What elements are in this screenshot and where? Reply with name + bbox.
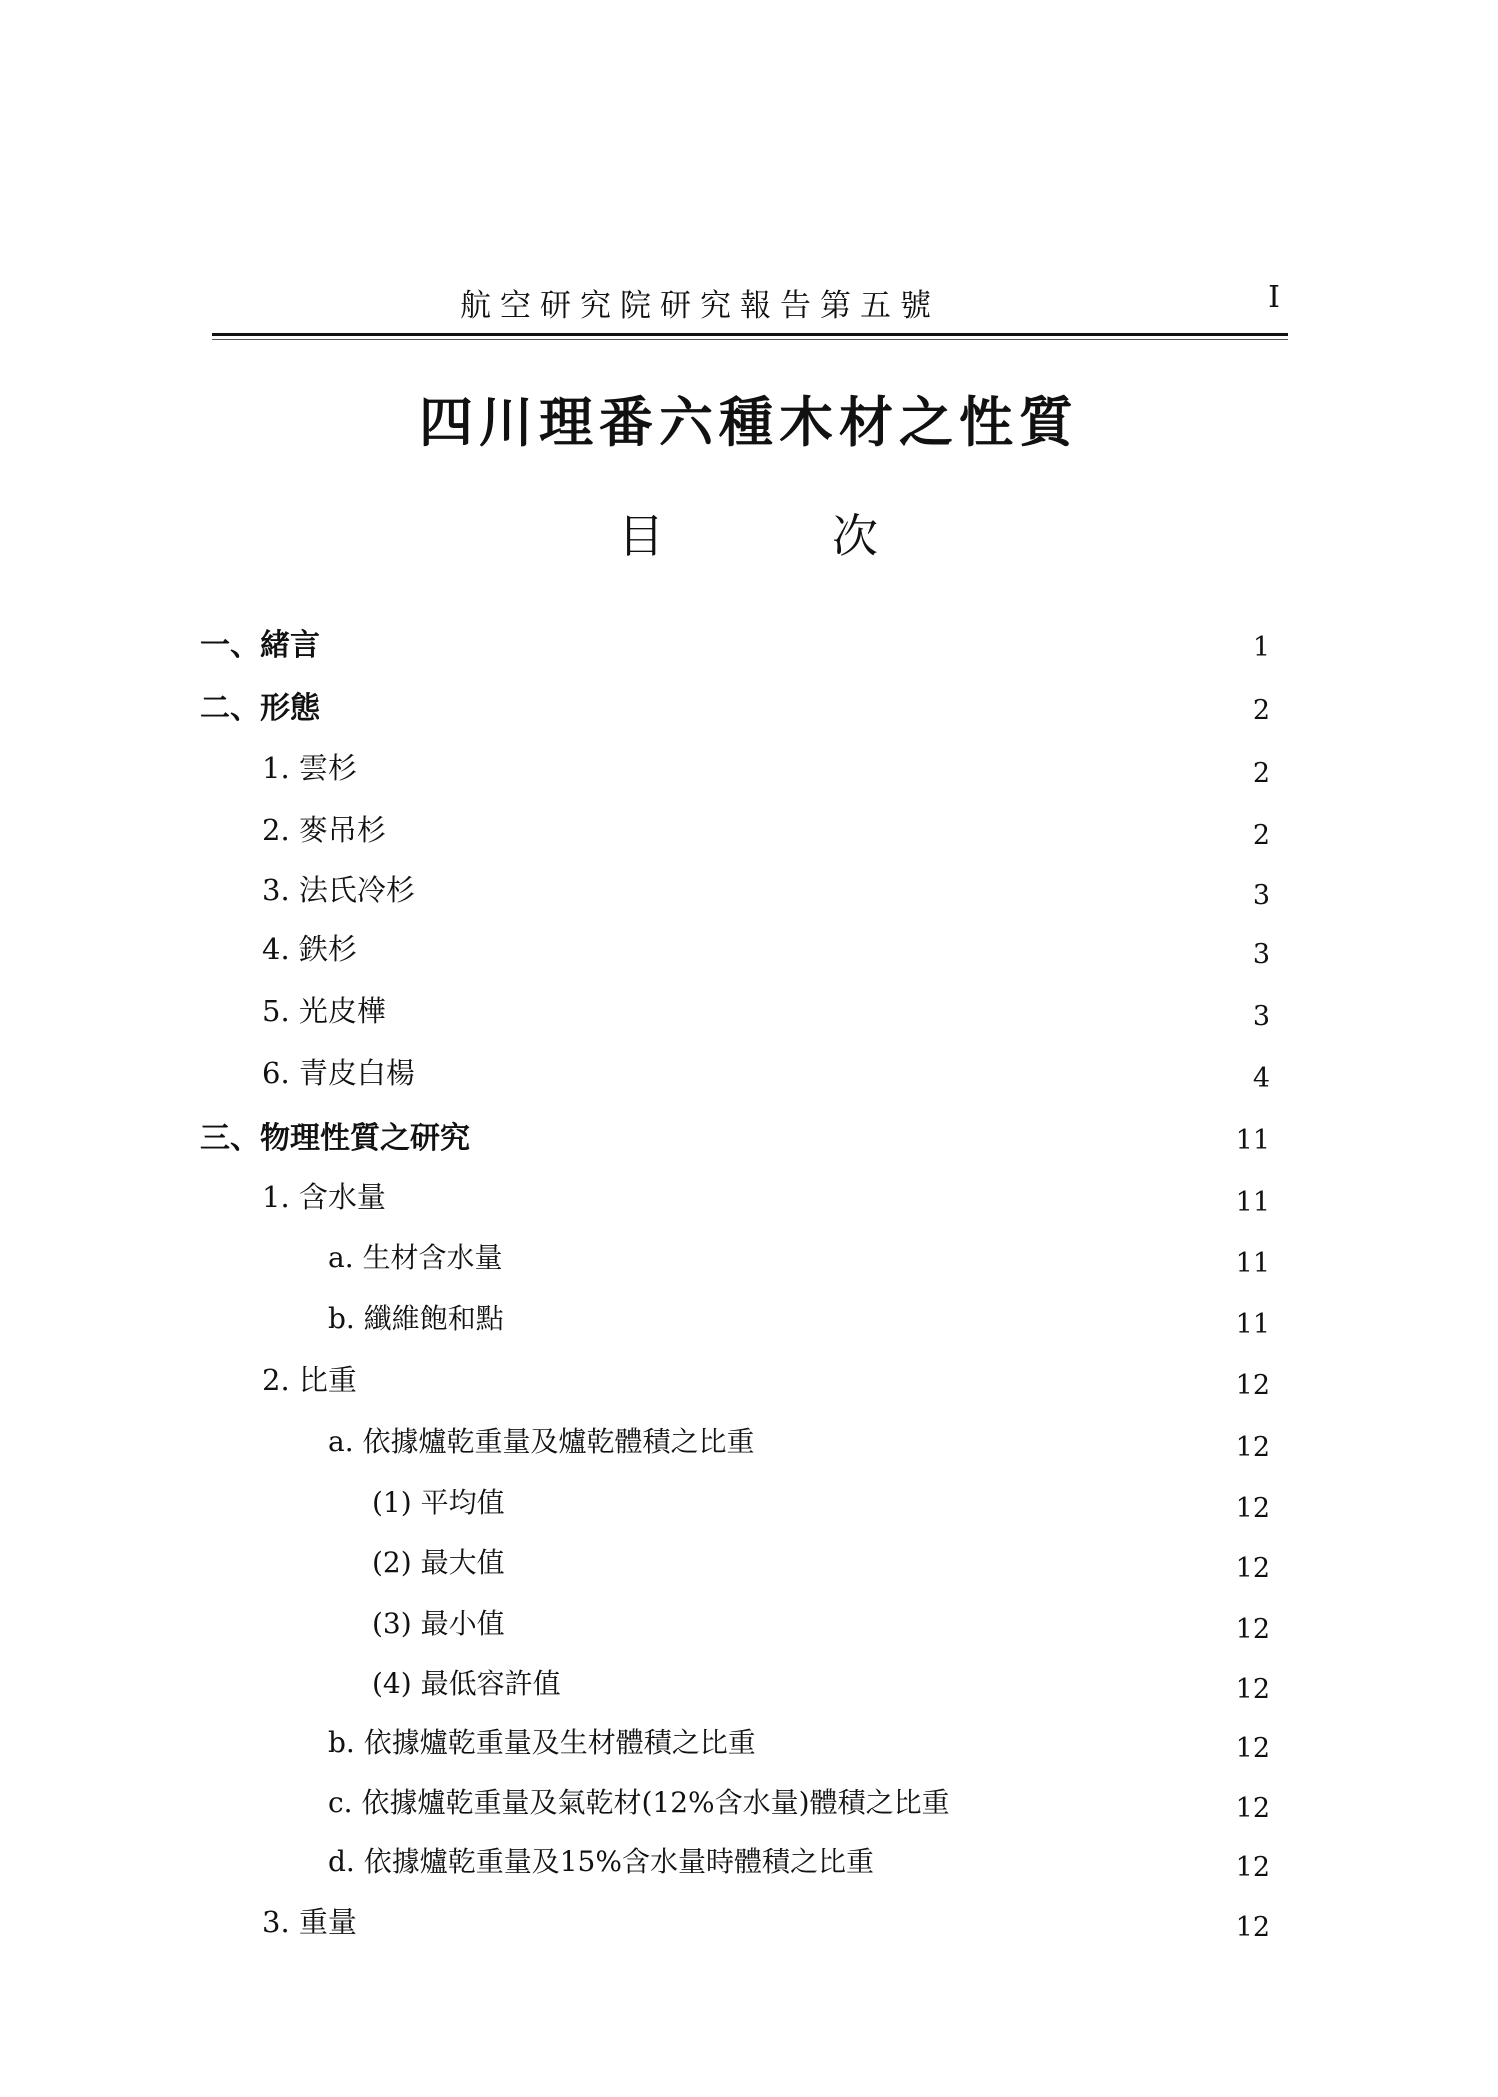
- toc-entry-label: 6. 青皮白楊: [262, 1056, 415, 1090]
- toc-entry-label: 二、形態: [200, 691, 320, 726]
- toc-entry-label: 三、物理性質之研究: [200, 1121, 470, 1156]
- toc-entry-page: 12: [1235, 1493, 1270, 1524]
- toc-entry-page: 12: [1235, 1614, 1270, 1645]
- toc-entry: [0, 808, 1498, 852]
- toc-entry-page: 4: [1252, 1063, 1270, 1094]
- toc-heading-left: 目: [618, 509, 664, 563]
- toc-entry-label: (3) 最小值: [372, 1607, 505, 1640]
- toc-entry-label: 2. 麥吊杉: [262, 813, 386, 847]
- running-title: 航空研究院研究報告第五號: [460, 288, 940, 324]
- toc-entry-page: 11: [1235, 1125, 1270, 1156]
- toc-entry: [0, 1781, 1498, 1825]
- toc-entry-label: (4) 最低容許值: [372, 1667, 561, 1700]
- toc-heading-right: 次: [832, 509, 878, 563]
- toc-entry-label: 4. 鉄杉: [262, 932, 357, 966]
- toc-entry: [0, 1420, 1498, 1464]
- toc-entry-label: 3. 法氏冷杉: [262, 873, 415, 907]
- toc-entry-label: b. 纖維飽和點: [328, 1302, 504, 1335]
- toc-entry-label: a. 生材含水量: [328, 1241, 503, 1274]
- toc-entry-page: 11: [1235, 1248, 1270, 1279]
- toc-entry: [0, 868, 1498, 912]
- toc-entry: [0, 1358, 1498, 1402]
- toc-entry-label: 1. 含水量: [262, 1180, 386, 1214]
- toc-entry: [0, 1481, 1498, 1525]
- toc-entry-page: 12: [1235, 1674, 1270, 1705]
- toc-entry-page: 12: [1235, 1852, 1270, 1883]
- document-title: 四川理番六種木材之性質: [419, 390, 1079, 454]
- toc-entry: [0, 989, 1498, 1033]
- toc-entry-label: a. 依據爐乾重量及爐乾體積之比重: [328, 1425, 755, 1458]
- toc-entry-page: 12: [1235, 1370, 1270, 1401]
- toc-entry-label: 2. 比重: [262, 1363, 357, 1397]
- toc-entry-label: 一、緒言: [200, 628, 320, 663]
- toc-entry: [0, 927, 1498, 971]
- toc-entry-page: 12: [1235, 1733, 1270, 1764]
- toc-entry-label: 1. 雲杉: [262, 751, 357, 785]
- toc-entry-page: 2: [1252, 820, 1270, 851]
- toc-entry-label: b. 依據爐乾重量及生材體積之比重: [328, 1726, 756, 1759]
- toc-entry-page: 2: [1252, 758, 1270, 789]
- toc-entry: [0, 1541, 1498, 1585]
- toc-entry-page: 11: [1235, 1187, 1270, 1218]
- toc-entry: [0, 1840, 1498, 1884]
- toc-entry-page: 1: [1252, 632, 1270, 663]
- toc-entry-page: 11: [1235, 1309, 1270, 1340]
- toc-entry: [0, 1662, 1498, 1706]
- toc-entry-label: (1) 平均值: [372, 1486, 505, 1519]
- toc-entry: [0, 1175, 1498, 1219]
- toc-entry: [0, 1721, 1498, 1765]
- toc-entry-page: 3: [1252, 880, 1270, 911]
- toc-entry-label: 3. 重量: [262, 1905, 357, 1939]
- toc-entry-label: c. 依據爐乾重量及氣乾材(12%含水量)體積之比重: [328, 1786, 950, 1819]
- toc-entry: [0, 1900, 1498, 1944]
- toc-entry: [0, 1236, 1498, 1280]
- toc-entry-page: 12: [1235, 1793, 1270, 1824]
- toc-entry-page: 3: [1252, 939, 1270, 970]
- toc-entry-label: 5. 光皮樺: [262, 994, 386, 1028]
- toc-entry-label: d. 依據爐乾重量及15%含水量時體積之比重: [328, 1845, 874, 1878]
- toc-entry: [0, 746, 1498, 790]
- toc-entry-page: 12: [1235, 1912, 1270, 1943]
- toc-entry: [0, 683, 1498, 727]
- toc-entry: [0, 1113, 1498, 1157]
- toc-entry: [0, 1602, 1498, 1646]
- toc-entry-page: 12: [1235, 1432, 1270, 1463]
- toc-entry: [0, 1297, 1498, 1341]
- toc-entry-page: 2: [1252, 695, 1270, 726]
- toc-entry-page: 12: [1235, 1553, 1270, 1584]
- toc-entry-page: 3: [1252, 1001, 1270, 1032]
- toc-entry: [0, 620, 1498, 664]
- toc-entry: [0, 1051, 1498, 1095]
- toc-entry-label: (2) 最大值: [372, 1546, 505, 1579]
- page-folio: I: [1268, 280, 1280, 315]
